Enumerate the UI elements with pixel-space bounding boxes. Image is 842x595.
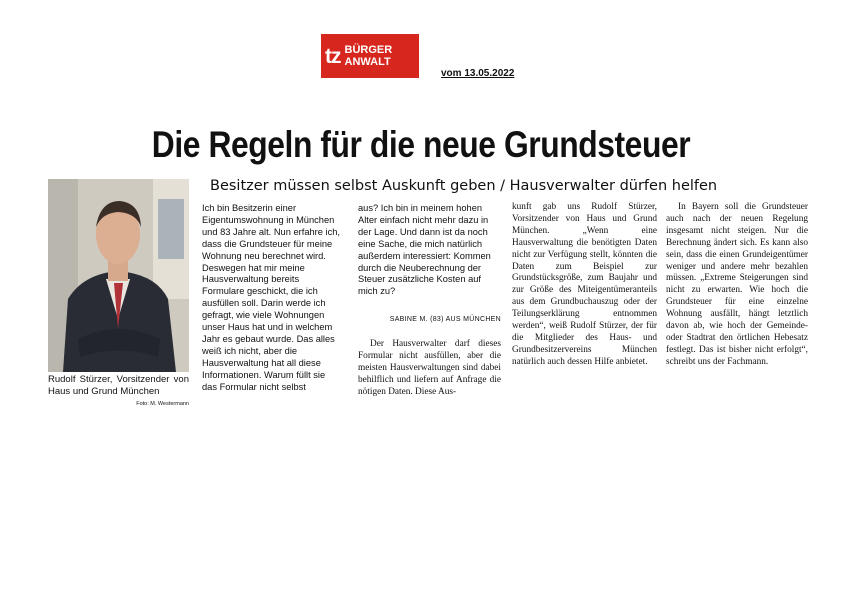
logo-line-1: BÜRGER (344, 44, 393, 56)
article-headline: Die Regeln für die neue Grundsteuer (151, 124, 691, 165)
tz-buerger-anwalt-logo (321, 34, 419, 78)
answer-text-column-2 (358, 339, 501, 399)
logo-wordmark (345, 44, 393, 68)
portrait-illustration (48, 179, 189, 372)
portrait-photo (48, 179, 189, 372)
answer-text-column-4 (666, 202, 808, 369)
answer-paragraph: In Bayern soll die Grundsteuer auch nach der neuen Regelung insgesamt nicht steigen. Nur die Berechnung ändert sich. Es kann also sein, dass die einen Grundeigentümer weniger und andere mehr bezahlen müssen. „Extreme Steigerungen sind nicht zu erwarten. Wie hoch die Grundsteuer für eine einzelne Wohnung ausfällt, hängt letztlich davon ab, wie hoch der Gemeinde- oder Stadtrat den örtlichen Hebesatz festlegt. Das ist bisher nicht erfolgt“, schreibt uns der Fachmann. (666, 202, 808, 367)
logo-line-2: ANWALT (344, 56, 391, 68)
answer-paragraph: Der Hausverwalter darf dieses Formular nicht ausfüllen, aber die meisten Hausverwaltungen sind dabei behilflich und liefern auf Anfrage die nötigen Daten. Diese Aus- (358, 339, 501, 397)
photo-caption: Rudolf Stürzer, Vorsitzender von Haus und Grund München (48, 374, 189, 397)
article-subheadline: Besitzer müssen selbst Auskunft geben / Hausverwalter dürfen helfen (210, 178, 718, 194)
question-text-column-1: Ich bin Besitzerin einer Eigentumswohnung in München und 83 Jahre alt. Nun erfahre ich, dass die Grundsteuer für meine Wohnung neu berechnet wird. Deswegen hat mir meine Hausverwaltung bereits Formulare geschickt, die ich ausfüllen soll. Darin werde ich gefragt, wie viele Wohnungen unser Haus hat und in welchem Jahr es gebaut wurde. Das alles weiß ich nicht, aber die Hausverwaltung hat all diese Informationen. Warum füllt sie das Formular nicht selbst (202, 203, 340, 392)
reader-signature: SABINE M. (83) AUS MÜNCHEN (389, 316, 501, 323)
logo-mark: tz (325, 44, 341, 68)
photo-credit: Foto: M. Westermann (136, 401, 189, 407)
publication-date: vom 13.05.2022 (441, 68, 515, 79)
question-text-column-2: aus? Ich bin in meinem hohen Alter einfach nicht mehr dazu in der Lage. Und dann ist da noch eine Sache, die mich natürlich außerdem interessiert: Kommen durch die Neuberechnung der Steuer zusätzliche Kosten auf mich zu? (358, 203, 491, 297)
answer-text-column-3: kunft gab uns Rudolf Stürzer, Vorsitzender von Haus und Grund München. „Wenn eine Hausverwaltung die benötigten Daten nicht zur Verfügung stellt, könnten die Daten zum Beispiel zur Grundstücksgröße, zum Baujahr und zur Größe des Miteigentümeranteils aus dem Grundbuchauszug oder der Teilungserklärung entnommen werden“, weiß Rudolf Stürzer, der für die Mitglieder des Haus- und Grundbesitzervereins München natürlich auch dessen Hilfe anbietet. (512, 202, 657, 367)
